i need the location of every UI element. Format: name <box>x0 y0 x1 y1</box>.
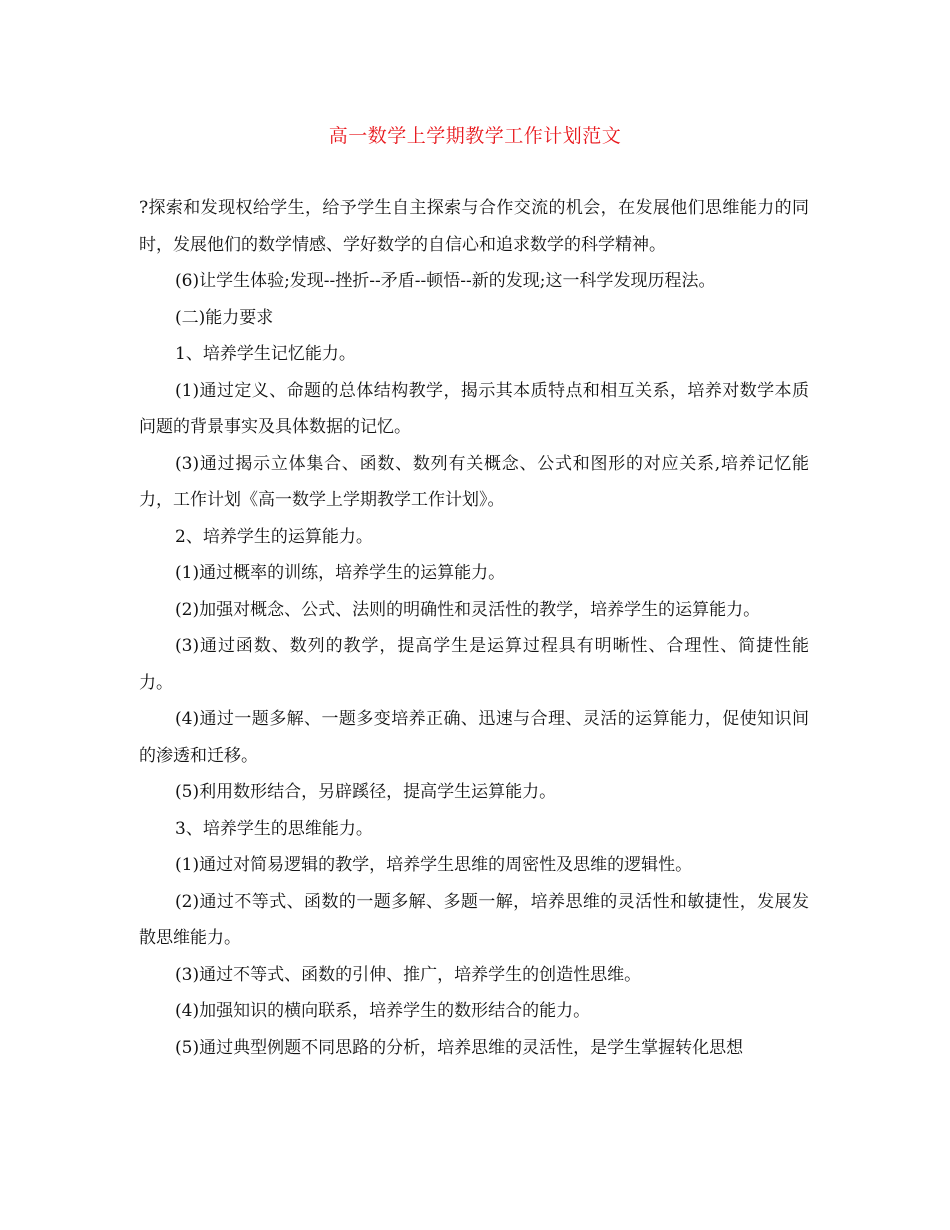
paragraph-12: (5)利用数形结合，另辟蹊径，提高学生运算能力。 <box>175 782 557 802</box>
paragraph-16: (3)通过不等式、函数的引伸、推广，培养学生的创造性思维。 <box>175 964 642 985</box>
paragraph-10: (3)通过函数、数列的教学，提高学生是运算过程具有明晰性、合理性、简捷性能力。 <box>139 636 809 693</box>
paragraph-4: 1、培养学生记忆能力。 <box>175 344 356 364</box>
paragraph-17: (4)加强知识的横向联系，培养学生的数形结合的能力。 <box>175 1001 591 1021</box>
paragraph-3: (二)能力要求 <box>175 307 274 328</box>
document-title: 高一数学上学期教学工作计划范文 <box>328 125 622 147</box>
paragraph-6: (3)通过揭示立体集合、函数、数列有关概念、公式和图形的对应关系,培养记忆能力，工作计划《高一数学上学期教学工作计划》。 <box>139 453 809 510</box>
paragraph-1: ?探索和发现权给学生，给予学生自主探索与合作交流的机会，在发展他们思维能力的同时，发展他们的数学情感、学好数学的自信心和追求数学的科学精神。 <box>139 198 809 255</box>
paragraph-2: (6)让学生体验;发现--挫折--矛盾--顿悟--新的发现;这一科学发现历程法。 <box>175 271 716 291</box>
paragraph-9: (2)加强对概念、公式、法则的明确性和灵活性的教学，培养学生的运算能力。 <box>175 599 761 620</box>
paragraph-7: 2、培养学生的运算能力。 <box>175 526 373 547</box>
paragraph-14: (1)通过对简易逻辑的教学，培养学生思维的周密性及思维的逻辑性。 <box>175 855 693 875</box>
paragraph-8: (1)通过概率的训练，培养学生的运算能力。 <box>175 563 506 583</box>
paragraph-13: 3、培养学生的思维能力。 <box>175 818 373 839</box>
document-body <box>139 190 809 1066</box>
paragraph-5: (1)通过定义、命题的总体结构教学，揭示其本质特点和相互关系，培养对数学本质问题的背景事实及具体数据的记忆。 <box>139 380 809 437</box>
paragraph-11: (4)通过一题多解、一题多变培养正确、迅速与合理、灵活的运算能力，促使知识间的渗透和迁移。 <box>139 709 809 766</box>
paragraph-18: (5)通过典型例题不同思路的分析，培养思维的灵活性，是学生掌握转化思想 <box>175 1037 744 1058</box>
paragraph-15: (2)通过不等式、函数的一题多解、多题一解，培养思维的灵活性和敏捷性，发展发散思维能力。 <box>139 891 809 948</box>
